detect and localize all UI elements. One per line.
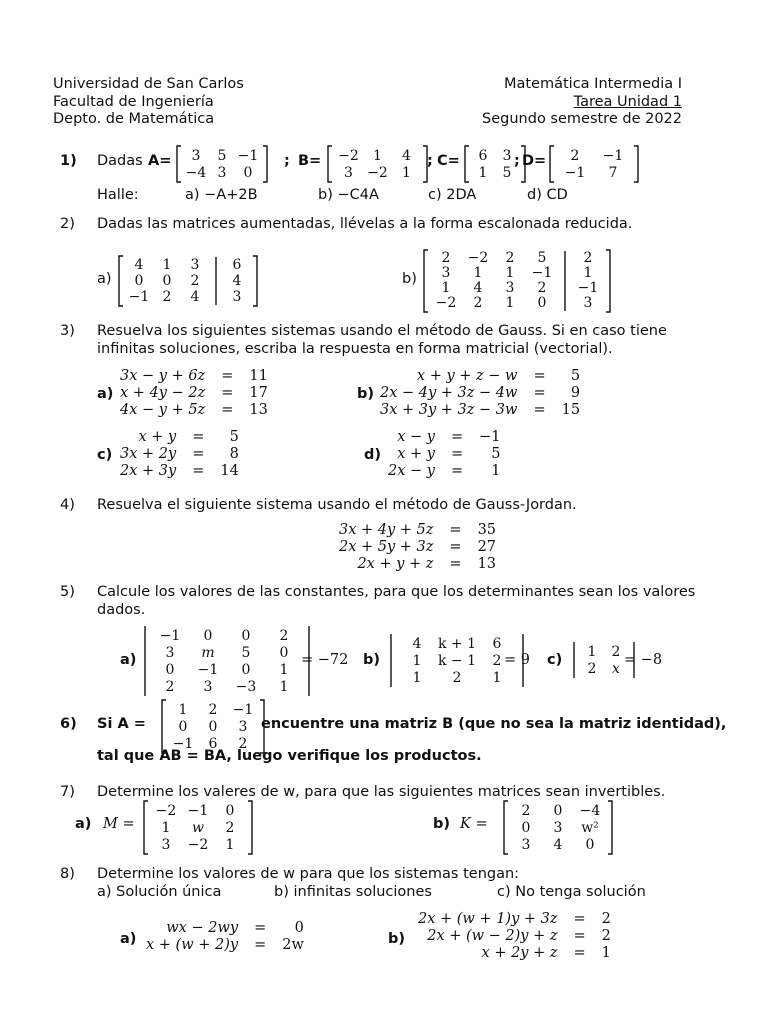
matrix-entry: k − 1 xyxy=(437,653,477,669)
matrix-entry: 5 xyxy=(217,148,227,164)
matrix-d-label: D= xyxy=(522,153,547,169)
matrix-entry: 3 xyxy=(553,820,563,836)
matrix-entry: 5 xyxy=(502,165,512,181)
left-bracket xyxy=(177,146,181,182)
system-3c xyxy=(114,429,245,480)
matrix-entry: 0 xyxy=(225,803,235,819)
matrix-entry: −3 xyxy=(235,679,257,695)
equation-lhs: x + 4y − 2z xyxy=(120,385,206,401)
right-bracket xyxy=(634,146,638,182)
equation-rhs: 17 xyxy=(249,385,268,401)
matrix-b xyxy=(326,144,429,184)
matrix-entry: 2 xyxy=(521,803,531,819)
determinant-5a-result: = −72 xyxy=(301,652,349,668)
matrix-entry: 2 xyxy=(587,661,597,677)
matrix-entry: 1 xyxy=(402,165,411,181)
matrix-entry: 5 xyxy=(241,645,251,661)
problem-7-a-label: a) xyxy=(75,816,92,832)
matrix-entry: 3 xyxy=(232,289,242,305)
matrix-entry: 3 xyxy=(203,679,213,695)
matrix-entry: 3 xyxy=(502,148,512,164)
matrix-entry: 2 xyxy=(208,702,218,718)
matrix-entry: 7 xyxy=(608,165,618,181)
right-bracket xyxy=(608,801,612,854)
equation-row xyxy=(114,385,274,402)
matrix-entry: −1 xyxy=(187,803,209,819)
matrix-entry: 3 xyxy=(441,265,451,281)
matrix-entry: 2 xyxy=(611,644,621,660)
problem-3-a-label: a) xyxy=(97,386,114,402)
left-bracket xyxy=(162,700,166,753)
matrix-entry: −1 xyxy=(197,662,219,678)
problem-3-number: 3) xyxy=(60,323,75,339)
matrix-entry: 0 xyxy=(162,273,172,289)
matrix-entry: 0 xyxy=(585,837,595,853)
equation-operator: = xyxy=(254,937,267,953)
matrix-b-label: B= xyxy=(298,153,322,169)
matrix-entry: 3 xyxy=(165,645,175,661)
sep-1: ; xyxy=(284,153,290,169)
equation-operator: = xyxy=(192,446,205,462)
matrix-entry: 2 xyxy=(452,670,462,686)
equation-operator: = xyxy=(449,522,462,538)
equation-lhs: wx − 2wy xyxy=(166,920,239,936)
matrix-entry: 1 xyxy=(505,265,515,281)
equation-lhs: x − y xyxy=(397,429,435,445)
equation-row xyxy=(382,429,507,446)
matrix-entry: −1 xyxy=(232,702,254,718)
matrix-entry: 2 xyxy=(441,250,451,266)
matrix-entry: 1 xyxy=(587,644,597,660)
university-name: Universidad de San Carlos xyxy=(53,76,244,92)
problem-5-c-label: c) xyxy=(547,652,563,668)
problem-4-text: Resuelva el siguiente sistema usando el método de Gauss-Jordan. xyxy=(97,497,577,513)
matrix-entry: 3 xyxy=(238,719,248,735)
equation-lhs: 2x − 4y + 3z − 4w xyxy=(380,385,518,401)
equation-operator: = xyxy=(450,429,464,445)
matrix-entry: 3 xyxy=(344,165,353,181)
matrix-entry: −1 xyxy=(577,280,599,296)
equation-lhs: 2x + 3y xyxy=(120,463,177,479)
equation-lhs: x + y xyxy=(138,429,177,445)
equation-operator: = xyxy=(450,446,464,462)
left-bracket xyxy=(144,801,148,854)
left-bracket xyxy=(465,146,469,182)
equation-rhs: 13 xyxy=(477,556,497,572)
equation-operator: = xyxy=(573,945,586,961)
equation-rhs: 14 xyxy=(220,463,239,479)
equation-row xyxy=(114,463,245,480)
matrix-entry: 1 xyxy=(505,295,515,311)
semester: Segundo semestre de 2022 xyxy=(482,111,682,127)
matrix-entry: 1 xyxy=(583,265,593,281)
faculty-name: Facultad de Ingeniería xyxy=(53,94,214,110)
matrix-entry: 1 xyxy=(478,165,488,181)
matrix-entry: −2 xyxy=(467,250,489,266)
left-bracket xyxy=(504,801,508,854)
problem-5-text-1: Calcule los valores de las constantes, para que los determinantes sean los valores xyxy=(97,584,696,600)
matrix-entry: 2 xyxy=(225,820,235,836)
equation-rhs: 1 xyxy=(601,945,611,961)
matrix-entry: 2 xyxy=(505,250,515,266)
matrix-entry: 1 xyxy=(492,670,502,686)
matrix-entry: 0 xyxy=(165,662,175,678)
matrix-entry: −1 xyxy=(602,148,624,164)
matrix-entry: −1 xyxy=(237,148,259,164)
problem-7-number: 7) xyxy=(60,784,75,800)
matrix-entry: −1 xyxy=(564,165,586,181)
matrix-m xyxy=(142,799,254,856)
matrix-entry: 5 xyxy=(537,250,547,266)
matrix-entry: 0 xyxy=(241,662,251,678)
equation-lhs: 4x − y + 5z xyxy=(120,402,206,418)
problem-6-si: Si A = xyxy=(97,716,146,732)
equation-rhs: 11 xyxy=(249,368,268,384)
matrix-c-label: C= xyxy=(437,153,460,169)
problem-2-number: 2) xyxy=(60,216,75,232)
matrix-entry: 6 xyxy=(208,736,218,752)
matrix-entry: 4 xyxy=(190,289,200,305)
equation-lhs: 3x − y + 6z xyxy=(120,368,206,384)
equation-rhs: 9 xyxy=(570,385,581,401)
right-bracket xyxy=(606,250,610,312)
system-4 xyxy=(333,522,502,573)
right-bracket xyxy=(263,146,267,182)
equation-lhs: 3x + 3y + 3z − 3w xyxy=(380,402,518,418)
sep-2: ; xyxy=(427,153,433,169)
course-name: Matemática Intermedia I xyxy=(503,76,682,92)
problem-1-intro: Dadas xyxy=(97,153,143,169)
equation-operator: = xyxy=(450,463,464,479)
matrix-entry: 0 xyxy=(178,719,188,735)
equation-rhs: 13 xyxy=(249,402,268,418)
matrix-a-label: A= xyxy=(148,153,172,169)
matrix-entry: 4 xyxy=(473,280,483,296)
matrix-entry: 4 xyxy=(553,837,563,853)
matrix-entry: −2 xyxy=(338,148,359,164)
problem-3-text-2: infinitas soluciones, escriba la respuesta en forma matricial (vectorial). xyxy=(97,341,613,357)
equation-rhs: 15 xyxy=(561,402,581,418)
equation-rhs: 35 xyxy=(477,522,497,538)
matrix-entry: 4 xyxy=(402,148,411,164)
equation-rhs: 1 xyxy=(491,463,501,479)
problem-7-text: Determine los valeres de w, para que las siguientes matrices sean invertibles. xyxy=(97,784,666,800)
matrix-entry: −2 xyxy=(367,165,388,181)
matrix-entry: 1 xyxy=(225,837,235,853)
matrix-entry: −2 xyxy=(187,837,209,853)
matrix-entry: −1 xyxy=(531,265,553,281)
matrix-entry: 0 xyxy=(208,719,218,735)
matrix-entry: 0 xyxy=(553,803,563,819)
matrix-entry: 3 xyxy=(505,280,515,296)
equation-operator: = xyxy=(221,385,234,401)
matrix-entry: 3 xyxy=(217,165,227,181)
problem-1-a: a) −A+2B xyxy=(185,187,258,203)
equation-operator: = xyxy=(533,385,546,401)
matrix-entry: x xyxy=(612,661,620,677)
matrix-entry: k + 1 xyxy=(437,636,477,652)
equation-operator: = xyxy=(192,429,205,445)
matrix-entry: 2 xyxy=(492,653,502,669)
equation-rhs: 27 xyxy=(477,539,497,555)
matrix-entry: 1 xyxy=(441,280,451,296)
determinant-5a xyxy=(143,624,311,698)
matrix-entry: m xyxy=(201,645,215,661)
system-3b xyxy=(374,368,586,419)
equation-operator: = xyxy=(573,928,586,944)
problem-1-number: 1) xyxy=(60,153,77,169)
equation-operator: = xyxy=(533,402,546,418)
matrix-entry: −1 xyxy=(172,736,194,752)
matrix-entry: 6 xyxy=(232,257,242,273)
matrix-entry: 3 xyxy=(190,257,200,273)
problem-8-option-c: c) No tenga solución xyxy=(497,884,646,900)
equation-lhs: 2x + y + z xyxy=(357,556,434,572)
equation-operator: = xyxy=(449,556,462,572)
system-8a xyxy=(140,920,310,954)
left-bracket xyxy=(119,256,123,306)
matrix-entry: 0 xyxy=(537,295,547,311)
matrix-entry: 0 xyxy=(279,645,289,661)
equation-operator: = xyxy=(573,911,586,927)
matrix-entry: w² xyxy=(581,820,599,836)
matrix-entry: 4 xyxy=(134,257,144,273)
matrix-entry: 2 xyxy=(165,679,175,695)
assignment-title: Tarea Unidad 1 xyxy=(573,94,682,110)
matrix-entry: −1 xyxy=(128,289,150,305)
matrix-entry: 2 xyxy=(473,295,483,311)
equation-operator: = xyxy=(254,920,267,936)
left-bracket xyxy=(550,146,554,182)
matrix-entry: 0 xyxy=(241,628,251,644)
equation-rhs: 2 xyxy=(601,911,611,927)
matrix-entry: 1 xyxy=(178,702,188,718)
matrix-entry: 2 xyxy=(279,628,289,644)
equation-row xyxy=(333,539,502,556)
matrix-entry: 3 xyxy=(161,837,171,853)
equation-row xyxy=(333,522,502,539)
problem-6-text-2: tal que AB = BA, luego verifique los productos. xyxy=(97,748,482,764)
problem-1-b: b) −C4A xyxy=(318,187,379,203)
problem-4-number: 4) xyxy=(60,497,75,513)
matrix-entry: 1 xyxy=(162,257,172,273)
equation-operator: = xyxy=(221,368,234,384)
equation-lhs: x + y xyxy=(397,446,435,462)
sep-3: ; xyxy=(514,153,520,169)
matrix-entry: −4 xyxy=(579,803,601,819)
problem-1-d: d) CD xyxy=(527,187,568,203)
matrix-entry: 3 xyxy=(191,148,201,164)
problem-8-text: Determine los valores de w para que los sistemas tengan: xyxy=(97,866,520,882)
matrix-6a xyxy=(160,698,266,755)
matrix-a xyxy=(175,144,269,184)
matrix-m-label: M = xyxy=(103,816,135,832)
equation-row xyxy=(412,911,617,928)
problem-5-text-2: dados. xyxy=(97,602,146,618)
matrix-entry: w xyxy=(192,820,204,836)
problem-3-b-label: b) xyxy=(357,386,375,402)
problem-3-c-label: c) xyxy=(97,447,113,463)
problem-3-text-1: Resuelva los siguientes sistemas usando el método de Gauss. Si en caso tiene xyxy=(97,323,667,339)
matrix-entry: 2 xyxy=(583,250,593,266)
system-3d xyxy=(382,429,507,480)
matrix-entry: 0 xyxy=(203,628,213,644)
equation-lhs: x + 2y + z xyxy=(481,945,558,961)
equation-rhs: 2w xyxy=(282,937,304,953)
equation-rhs: −1 xyxy=(479,429,501,445)
equation-rhs: 0 xyxy=(294,920,304,936)
equation-row xyxy=(374,368,586,385)
matrix-entry: 1 xyxy=(161,820,171,836)
problem-2-a-label: a) xyxy=(97,271,112,287)
equation-row xyxy=(382,463,507,480)
problem-8-number: 8) xyxy=(60,866,75,882)
right-bracket xyxy=(253,256,257,306)
problem-8-option-b: b) infinitas soluciones xyxy=(274,884,432,900)
equation-rhs: 5 xyxy=(570,368,581,384)
equation-lhs: 2x + (w + 1)y + 3z xyxy=(418,911,558,927)
matrix-entry: 1 xyxy=(412,670,422,686)
problem-5-b-label: b) xyxy=(363,652,381,668)
matrix-entry: 1 xyxy=(412,653,422,669)
matrix-entry: 1 xyxy=(373,148,382,164)
problem-8-b-label: b) xyxy=(388,931,406,947)
matrix-entry: 4 xyxy=(412,636,422,652)
equation-row xyxy=(140,937,310,954)
matrix-entry: 3 xyxy=(583,295,593,311)
problem-3-d-label: d) xyxy=(364,447,382,463)
matrix-entry: 2 xyxy=(570,148,580,164)
system-3a xyxy=(114,368,274,419)
department-name: Depto. de Matemática xyxy=(53,111,215,127)
augmented-matrix-a xyxy=(117,254,259,308)
matrix-entry: 6 xyxy=(478,148,488,164)
matrix-entry: −2 xyxy=(155,803,177,819)
equation-operator: = xyxy=(533,368,546,384)
problem-5-a-label: a) xyxy=(120,652,137,668)
matrix-entry: 3 xyxy=(521,837,531,853)
problem-8-a-label: a) xyxy=(120,931,137,947)
problem-2-b-label: b) xyxy=(402,271,417,287)
determinant-5c-result: = −8 xyxy=(624,652,663,668)
matrix-entry: 1 xyxy=(279,662,289,678)
equation-lhs: 3x + 4y + 5z xyxy=(339,522,434,538)
matrix-entry: −1 xyxy=(159,628,181,644)
equation-row xyxy=(114,429,245,446)
equation-lhs: 2x − y xyxy=(388,463,435,479)
left-bracket xyxy=(328,146,332,182)
equation-row xyxy=(333,556,502,573)
equation-lhs: 3x + 2y xyxy=(120,446,177,462)
equation-lhs: 2x + (w − 2)y + z xyxy=(427,928,558,944)
matrix-entry: 0 xyxy=(521,820,531,836)
system-8b xyxy=(412,911,617,962)
equation-operator: = xyxy=(221,402,234,418)
problem-1-find: Halle: xyxy=(97,187,139,203)
equation-row xyxy=(374,402,586,419)
augmented-matrix-b xyxy=(422,248,612,314)
problem-5-number: 5) xyxy=(60,584,75,600)
equation-lhs: x + y + z − w xyxy=(416,368,518,384)
matrix-entry: 2 xyxy=(162,289,172,305)
determinant-5b-result: = 9 xyxy=(504,652,530,668)
matrix-entry: 4 xyxy=(232,273,242,289)
problem-7-b-label: b) xyxy=(433,816,451,832)
equation-operator: = xyxy=(449,539,462,555)
problem-8-option-a: a) Solución única xyxy=(97,884,222,900)
left-bracket xyxy=(424,250,428,312)
equation-row xyxy=(412,928,617,945)
equation-rhs: 5 xyxy=(229,429,239,445)
equation-row xyxy=(140,920,310,937)
matrix-k xyxy=(502,799,614,856)
matrix-entry: −4 xyxy=(185,165,207,181)
equation-rhs: 8 xyxy=(229,446,239,462)
equation-rhs: 5 xyxy=(491,446,501,462)
matrix-entry: 1 xyxy=(473,265,483,281)
equation-row xyxy=(412,945,617,962)
equation-row xyxy=(374,385,586,402)
matrix-entry: −2 xyxy=(435,295,457,311)
equation-operator: = xyxy=(192,463,205,479)
matrix-k-label: K = xyxy=(460,816,488,832)
equation-lhs: x + (w + 2)y xyxy=(146,937,239,953)
equation-row xyxy=(114,368,274,385)
equation-lhs: 2x + 5y + 3z xyxy=(339,539,434,555)
matrix-entry: 2 xyxy=(190,273,200,289)
equation-row xyxy=(114,446,245,463)
problem-1-c: c) 2DA xyxy=(428,187,477,203)
matrix-entry: 6 xyxy=(492,636,502,652)
problem-6-number: 6) xyxy=(60,716,77,732)
equation-rhs: 2 xyxy=(601,928,611,944)
equation-row xyxy=(114,402,274,419)
problem-2-text: Dadas las matrices aumentadas, llévelas a la forma escalonada reducida. xyxy=(97,216,633,232)
matrix-d xyxy=(548,144,640,184)
problem-6-text-1: encuentre una matriz B (que no sea la matriz identidad), xyxy=(261,716,727,732)
right-bracket xyxy=(248,801,252,854)
matrix-entry: 0 xyxy=(243,165,253,181)
equation-row xyxy=(382,446,507,463)
matrix-entry: 1 xyxy=(279,679,289,695)
matrix-entry: 2 xyxy=(537,280,547,296)
matrix-entry: 2 xyxy=(238,736,248,752)
matrix-entry: 0 xyxy=(134,273,144,289)
